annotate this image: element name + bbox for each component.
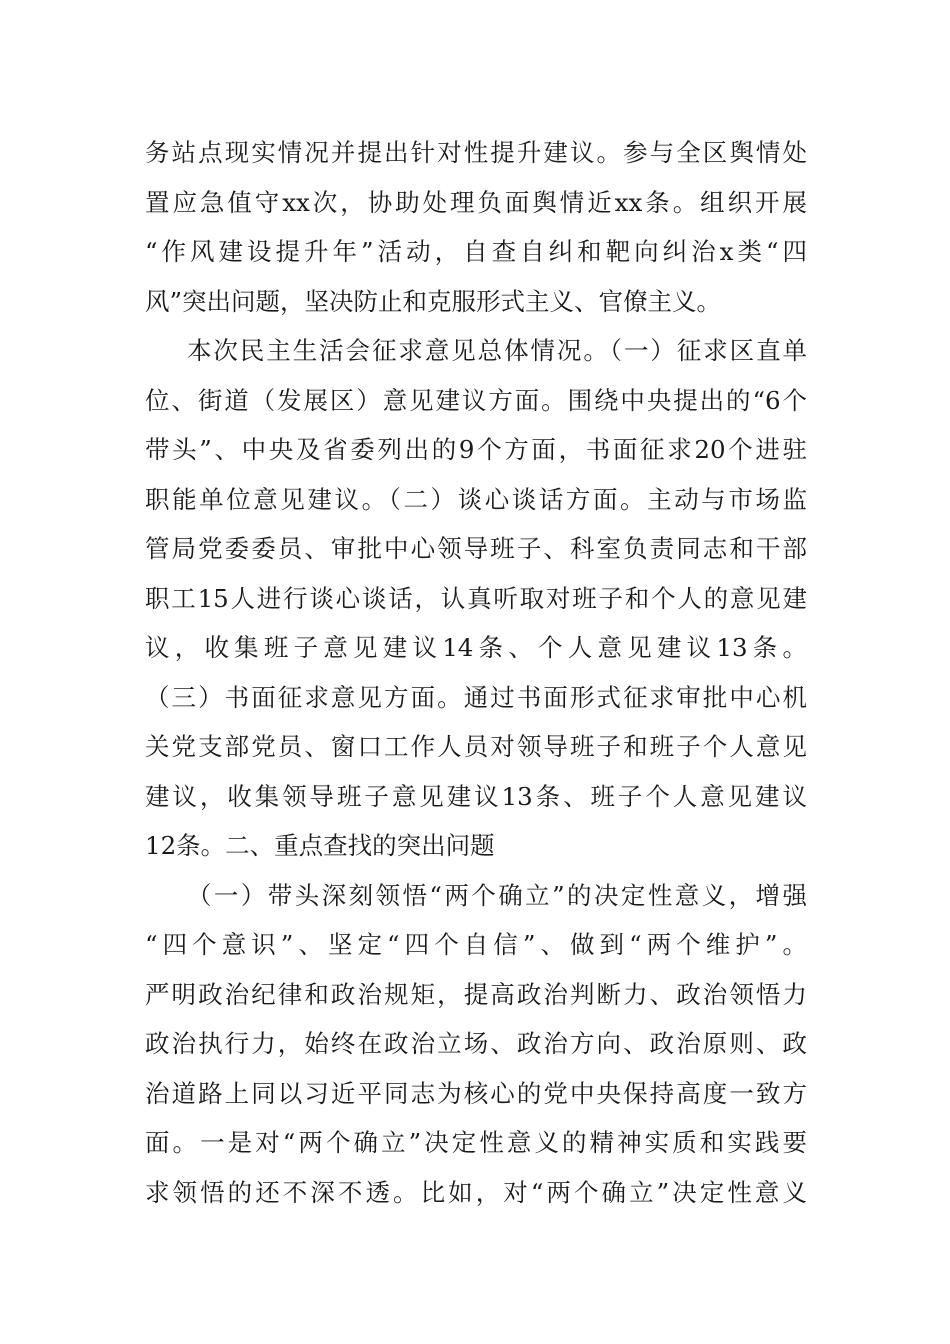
document-body	[145, 128, 807, 1217]
text-line: 关党支部党员、窗口工作人员对领导班子和班子个人意见	[145, 732, 807, 761]
text-line: 职能单位意见建议。（二）谈心谈话方面。主动与市场监	[145, 484, 807, 514]
text-line: “作风建设提升年”活动，自查自纠和靶向纠治x类“四	[145, 237, 807, 266]
text-line: 位、街道（发展区）意见建议方面。围绕中央提出的“6个	[145, 385, 807, 415]
text-line: 面。一是对“两个确立”决定性意义的精神实质和实践要	[145, 1128, 807, 1157]
text-line: “四个意识”、坚定“四个自信”、做到“两个维护”。	[145, 930, 807, 959]
text-line: 务站点现实情况并提出针对性提升建议。参与全区舆情处	[145, 138, 807, 167]
text-line: 求领悟的还不深不透。比如，对“两个确立”决定性意义	[145, 1177, 807, 1207]
text-line: （三）书面征求意见方面。通过书面形式征求审批中心机	[145, 682, 807, 712]
text-line: 带头”、中央及省委列出的9个方面，书面征求20个进驻	[145, 435, 807, 464]
text-line: 置应急值守xx次，协助处理负面舆情近xx条。组织开展	[145, 187, 807, 217]
text-line: 议，收集班子意见建议14条、个人意见建议13条。	[145, 633, 807, 662]
text-line: 治道路上同以习近平同志为核心的党中央保持高度一致方	[145, 1078, 807, 1108]
text-line: 12条。二、重点查找的突出问题	[145, 831, 495, 860]
text-line: 职工15人进行谈心谈话，认真听取对班子和个人的意见建	[145, 583, 807, 613]
text-line: 严明政治纪律和政治规矩，提高政治判断力、政治领悟力	[145, 979, 807, 1009]
text-line: 政治执行力，始终在政治立场、政治方向、政治原则、政	[145, 1029, 807, 1058]
paragraph-start-line: 本次民主生活会征求意见总体情况。（一）征求区直单	[187, 336, 807, 365]
text-line: 风”突出问题，坚决防止和克服形式主义、官僚主义。	[145, 286, 722, 316]
text-line: 建议，收集领导班子意见建议13条、班子个人意见建议	[145, 781, 807, 811]
text-line: 管局党委委员、审批中心领导班子、科室负责同志和干部	[145, 534, 807, 563]
paragraph-start-line: （一）带头深刻领悟“两个确立”的决定性意义，增强	[187, 880, 807, 910]
